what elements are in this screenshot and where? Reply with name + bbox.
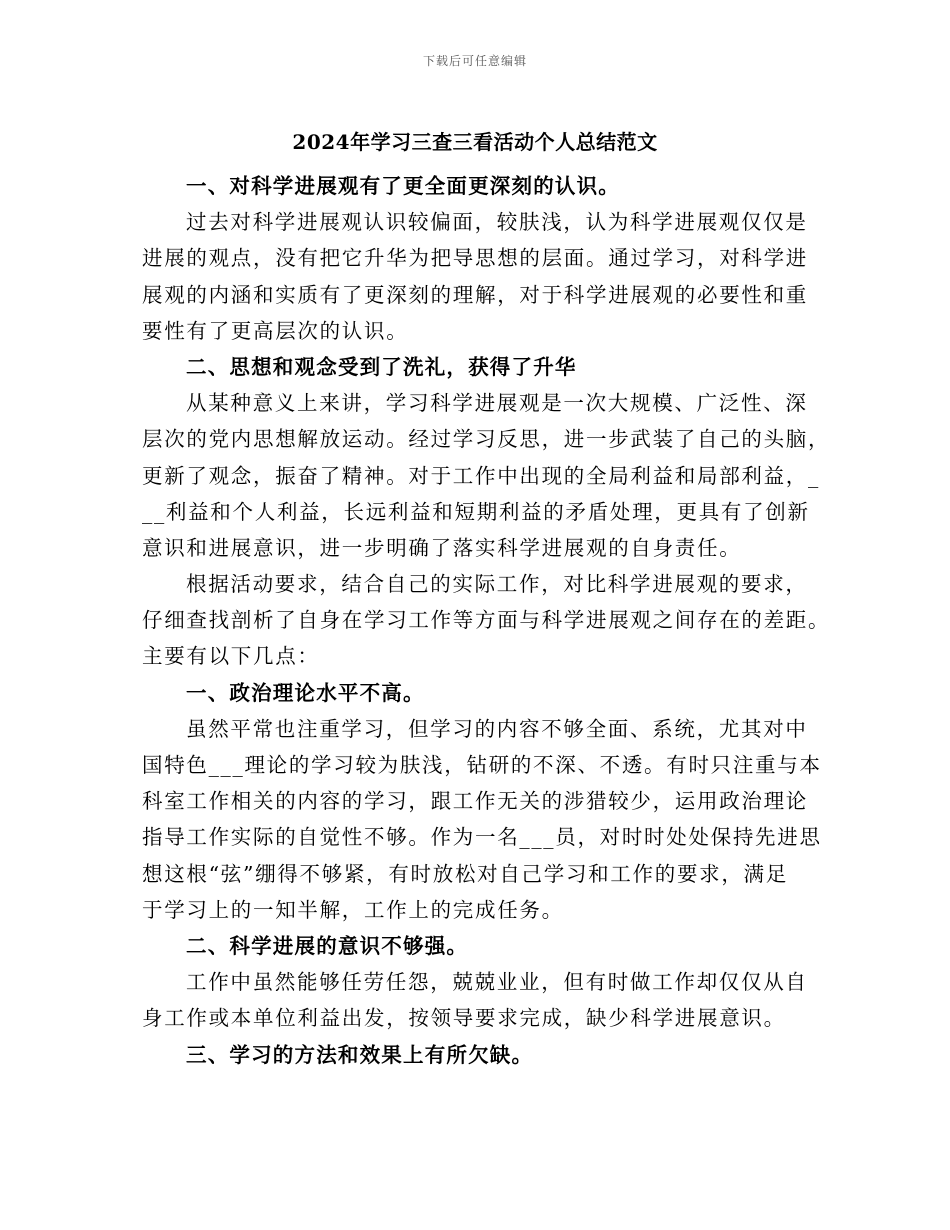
paragraph-line: __利益和个人利益，长远利益和短期利益的矛盾处理，更具有了创新 (142, 499, 810, 524)
paragraph-line: 根据活动要求，结合自己的实际工作，对比科学进展观的要求， (186, 572, 808, 597)
document-title: 2024年学习三查三看活动个人总结范文 (292, 130, 658, 154)
section-heading: 三、学习的方法和效果上有所欠缺。 (186, 1042, 534, 1067)
paragraph-line: 从某种意义上来讲，学习科学进展观是一次大规模、广泛性、深 (186, 391, 808, 416)
paragraph-line: 主要有以下几点： (142, 644, 320, 669)
paragraph-line: 进展的观点，没有把它升华为把导思想的层面。通过学习，对科学进 (142, 246, 808, 271)
paragraph-line: 过去对科学进展观认识较偏面，较肤浅，认为科学进展观仅仅是 (186, 210, 808, 235)
section-heading: 二、思想和观念受到了洗礼，获得了升华 (186, 354, 577, 379)
section-heading: 二、科学进展的意识不够强。 (186, 933, 469, 958)
paragraph-line: 展观的内涵和实质有了更深刻的理解，对于科学进展观的必要性和重 (142, 282, 808, 307)
paragraph-line: 国特色___理论的学习较为肤浅，钻研的不深、不透。有时只注重与本 (142, 753, 822, 777)
paragraph-line: 意识和进展意识，进一步明确了落实科学进展观的自身责任。 (142, 535, 742, 560)
paragraph-line: 更新了观念，振奋了精神。对于工作中出现的全局利益和局部利益，_ (142, 463, 820, 488)
section-heading: 一、政治理论水平不高。 (186, 680, 425, 705)
paragraph-line: 层次的党内思想解放运动。经过学习反思，进一步武装了自己的头脑， (142, 427, 831, 452)
paragraph-line: 想这根“弦”绷得不够紧，有时放松对自己学习和工作的要求，满足 (142, 861, 788, 886)
paragraph-line: 身工作或本单位利益出发，按领导要求完成，缺少科学进展意识。 (142, 1006, 786, 1031)
paragraph-line: 虽然平常也注重学习，但学习的内容不够全面、系统，尤其对中 (186, 716, 808, 741)
header-note: 下载后可任意编辑 (422, 54, 527, 68)
paragraph-line: 指导工作实际的自觉性不够。作为一名___员，对时时处处保持先进思 (142, 825, 822, 850)
paragraph-line: 科室工作相关的内容的学习，跟工作无关的涉猎较少，运用政治理论 (142, 789, 808, 814)
paragraph-line: 工作中虽然能够任劳任怨，兢兢业业，但有时做工作却仅仅从自 (186, 970, 808, 995)
paragraph-line: 要性有了更高层次的认识。 (142, 318, 409, 343)
document-body (142, 168, 831, 1073)
section-heading: 一、对科学进展观有了更全面更深刻的认识。 (186, 174, 620, 198)
paragraph-line: 于学习上的一知半解，工作上的完成任务。 (142, 897, 564, 922)
paragraph-line: 仔细查找剖析了自身在学习工作等方面与科学进展观之间存在的差距。 (142, 608, 831, 633)
